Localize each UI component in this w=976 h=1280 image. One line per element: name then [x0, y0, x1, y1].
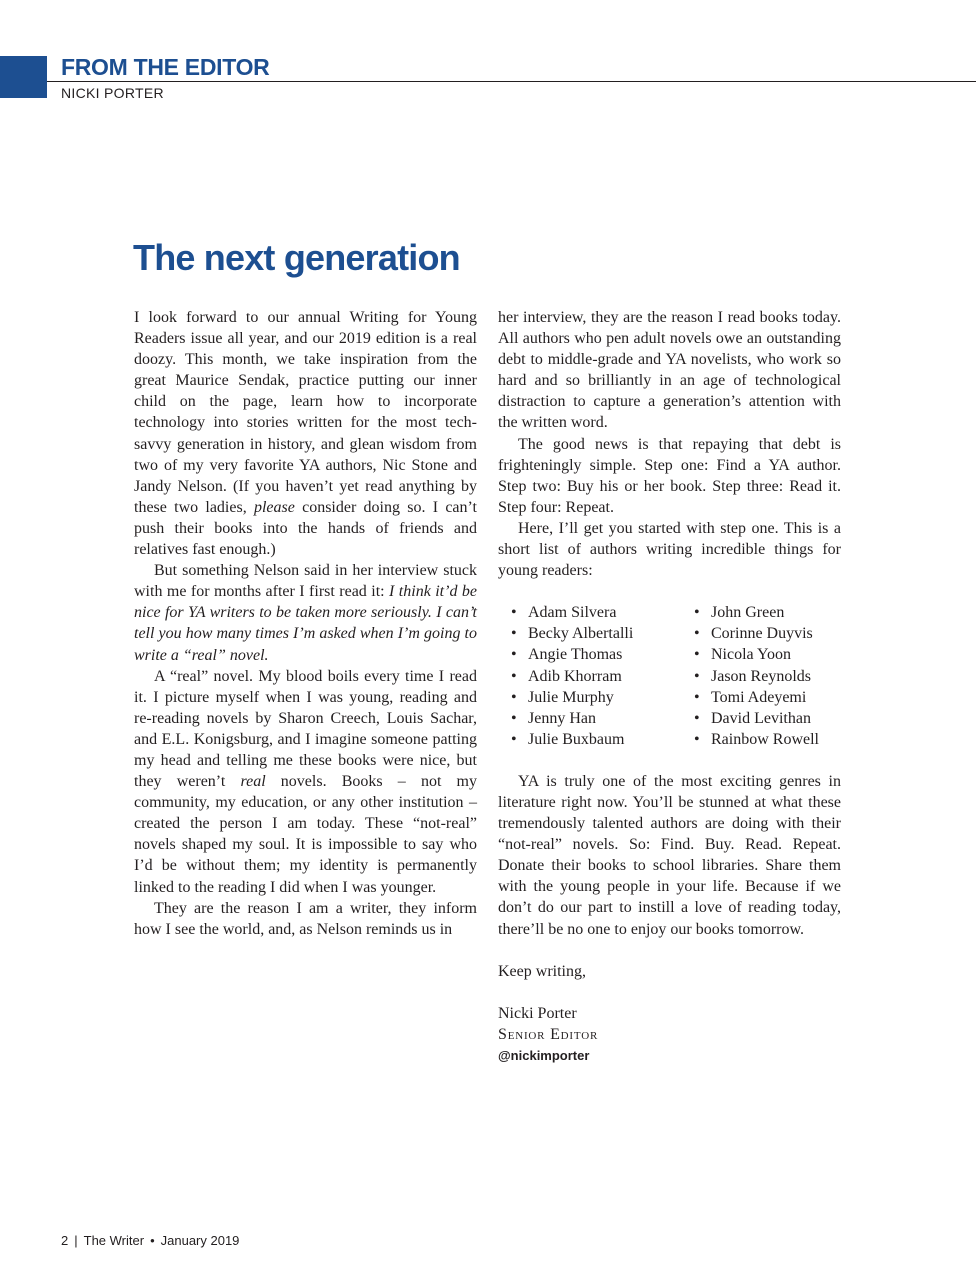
list-item — [511, 623, 694, 644]
header-color-block — [0, 56, 47, 98]
author-name-item: Julie Murphy — [528, 688, 614, 706]
paragraph — [134, 560, 477, 665]
bullet-icon: • — [694, 625, 700, 643]
paragraph: Here, I’ll get you started with step one. This is a short list of authors writing incredible things for young readers: — [498, 519, 841, 580]
text: consider doing so. I can’t push their books into the hands of friends and relatives fast enough.) — [134, 498, 478, 559]
bullet-icon: • — [511, 730, 517, 748]
author-name-item: Jason Reynolds — [711, 667, 811, 685]
list-item — [511, 708, 694, 729]
list-item — [511, 666, 694, 687]
author-name-item: Nicola Yoon — [711, 646, 792, 664]
text: novels. Books – not my community, my education, or any other institution – created the person I am today. These “not-real” novels shaped my soul. It is impossible to say who I’d be without them; my identity is permanently linked to the reading I did when I was younger. — [134, 773, 478, 896]
author-name-item: Corinne Duyvis — [711, 625, 813, 643]
signoff: Keep writing, — [498, 962, 586, 980]
author-lists — [498, 602, 841, 750]
author-name-item: Tomi Adeyemi — [711, 688, 807, 706]
author-name-item: Angie Thomas — [528, 646, 623, 664]
list-item — [694, 644, 819, 665]
header-divider — [47, 81, 976, 82]
section-title: FROM THE EDITOR — [61, 54, 270, 80]
author-name-item: David Levithan — [711, 709, 811, 727]
list-item — [511, 602, 694, 623]
footer-divider: | — [74, 1233, 78, 1248]
list-item — [511, 729, 694, 750]
author-list-left — [498, 602, 694, 750]
paragraph: YA is truly one of the most exciting genres in literature right now. You’ll be stunned at what these tremendously talented authors are doing with their “not-real” novels. So: Find. Buy. Read. Repeat. Donate their books to school libraries. Share them with the young people in your life. Because if we don’t do our part to instill a love of reading today, there’ll be no one to enjoy our books tomorrow. — [498, 772, 841, 938]
signature-title: Senior Editor — [498, 1025, 599, 1043]
bullet-icon: • — [150, 1233, 155, 1248]
right-column — [498, 307, 841, 1066]
paragraph — [134, 666, 477, 898]
list-item — [511, 644, 694, 665]
emphasis: real — [240, 773, 266, 791]
author-name-item: Julie Buxbaum — [528, 730, 625, 748]
bullet-icon: • — [511, 688, 517, 706]
bullet-icon: • — [511, 667, 517, 685]
issue-date: January 2019 — [160, 1233, 240, 1248]
author-name-item: Adam Silvera — [528, 604, 617, 622]
bullet-icon: • — [694, 667, 700, 685]
list-item — [511, 687, 694, 708]
left-column — [134, 307, 477, 940]
list-item — [694, 623, 819, 644]
bullet-icon: • — [694, 646, 700, 664]
text: A “real” novel. My blood boils every time I read it. I picture myself when I was young, reading and re-reading novels by Sharon Creech, Louis Sachar, and E.L. Konigsburg, and I imagine someone patting my head and telling me these books were nice, but they weren’t — [134, 667, 477, 791]
author-name: NICKI PORTER — [61, 85, 164, 101]
page-number: 2 — [61, 1233, 69, 1248]
paragraph: The good news is that repaying that debt is frighteningly simple. Step one: Find a YA author. Step two: Buy his or her book. Step three: Read it. Step four: Repeat. — [498, 435, 841, 516]
spacer — [498, 940, 841, 961]
author-list-right — [694, 602, 819, 750]
bullet-icon: • — [694, 688, 700, 706]
quote-emphasis: I think it’d be nice for YA writers to be taken more seriously. I can’t tell you how many times I’m asked when I’m going to write a “real” novel. — [134, 583, 478, 664]
author-name-item: Becky Albertalli — [528, 625, 634, 643]
bullet-icon: • — [511, 709, 517, 727]
emphasis: please — [253, 498, 295, 516]
spacer — [498, 982, 841, 1003]
bullet-icon: • — [511, 625, 517, 643]
text: I look forward to our annual Writing for Young Readers issue all year, and our 2019 edition is a real doozy. This month, we take inspiration from the great Maurice Sendak, practice putting our inner child on the page, learn how to incorporate technology into stories written for the most tech-savvy generation in history, and glean wisdom from two of my very favorite YA authors, Nic Stone and Jandy Nelson. (If you haven’t yet read anything by these two ladies, — [134, 309, 477, 516]
list-item — [694, 729, 819, 750]
list-item — [694, 687, 819, 708]
paragraph: her interview, they are the reason I read books today. All authors who pen adult novels owe an outstanding debt to middle-grade and YA novelists, who work so hard and so brilliantly in an age of technological distraction to capture a generation’s attention with the written word. — [498, 309, 841, 432]
article-headline: The next generation — [133, 237, 460, 278]
bullet-icon: • — [694, 709, 700, 727]
author-name-item: John Green — [711, 604, 785, 622]
page-footer — [61, 1233, 239, 1249]
bullet-icon: • — [694, 604, 700, 622]
social-handle: @nickimporter — [498, 1047, 590, 1063]
list-item — [694, 708, 819, 729]
text: But something Nelson said in her interview stuck with me for months after I first read it: — [134, 562, 477, 601]
author-name-item: Rainbow Rowell — [711, 730, 819, 748]
publication-name: The Writer — [83, 1233, 145, 1248]
author-name-item: Adib Khorram — [528, 667, 622, 685]
bullet-icon: • — [511, 646, 517, 664]
author-name-item: Jenny Han — [528, 709, 596, 727]
signature-name: Nicki Porter — [498, 1004, 577, 1022]
bullet-icon: • — [511, 604, 517, 622]
list-item — [694, 666, 819, 687]
paragraph — [134, 307, 477, 560]
bullet-icon: • — [694, 730, 700, 748]
list-item — [694, 602, 819, 623]
paragraph: They are the reason I am a writer, they inform how I see the world, and, as Nelson reminds us in — [134, 899, 477, 938]
